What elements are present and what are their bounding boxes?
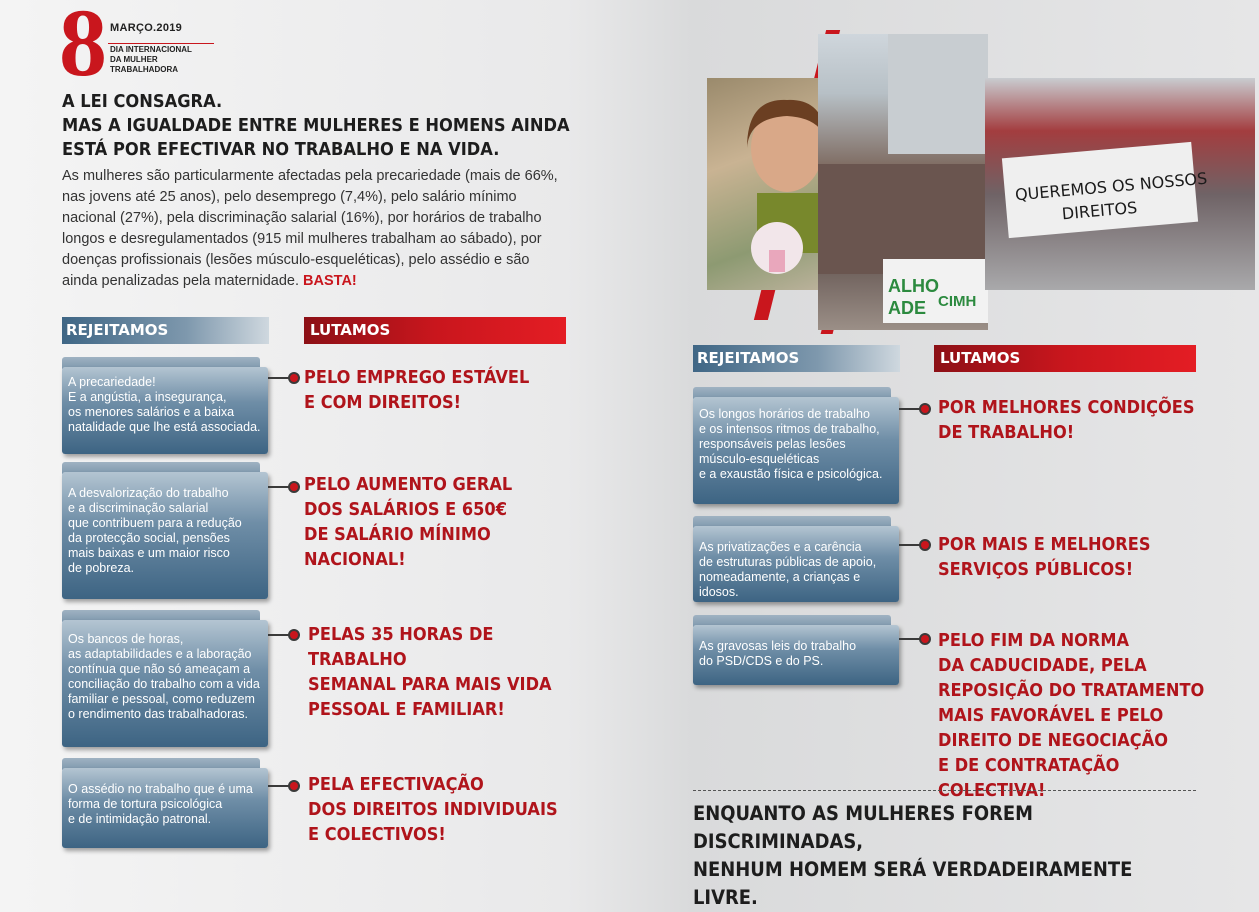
reject-text-line: de estruturas públicas de apoio,	[699, 555, 877, 569]
fight-slogan-line: PELO AUMENTO GERAL	[304, 474, 513, 495]
fight-slogan-line: REPOSIÇÃO DO TRATAMENTO	[938, 680, 1205, 701]
women-banner-illustration	[985, 78, 1255, 290]
fight-slogan	[308, 622, 578, 722]
reject-text-line: nomeadamente, a crianças e idosos.	[699, 570, 861, 599]
march-banner-logo: CIMH	[938, 293, 977, 310]
march-banner-text-2: ADE	[888, 298, 927, 318]
closing-statement: ENQUANTO AS MULHERES FOREM DISCRIMINADAS, NENHUM HOMEM SERÁ VERDADEIRAMENTE LIVRE.	[693, 802, 1133, 909]
logo-number: 8	[59, 0, 107, 96]
reject-text-line: de pobreza.	[68, 561, 135, 575]
reject-text-line: e a exaustão física e psicológica.	[699, 467, 883, 481]
header-rejeitamos-left: REJEITAMOS	[62, 317, 269, 344]
fight-slogan-line: POR MELHORES CONDIÇÕES	[938, 397, 1195, 418]
connector-dot	[919, 403, 931, 415]
reject-text-line: familiar e pessoal, como reduzem	[68, 692, 255, 706]
fight-slogan-line: PELA EFECTIVAÇÃO	[308, 774, 484, 795]
fight-slogan	[308, 772, 578, 847]
fight-slogan-line: DA CADUCIDADE, PELA	[938, 655, 1147, 676]
banner-text-line-2: DIREITOS	[1061, 197, 1138, 224]
logo-divider	[108, 43, 214, 44]
fight-slogan-line: E COLECTIVOS!	[308, 824, 446, 845]
intro-paragraph: As mulheres são particularmente afectadas pela precariedade (mais de 66%, nas jovens até 25 anos), pelo desemprego (7,4%), pelo salário mínimo nacional (27%), pela discriminação salarial (16%), por horários de trabalho longos e desregulamentados (915 mil mulheres trabalham ao sábado), por doenças profissionais (lesões músculo-esqueléticas), pelo assédio e são ainda penalizadas pela maternidade. BASTA!	[62, 168, 558, 289]
reject-text-line: as adaptabilidades e a laboração	[68, 647, 252, 661]
connector-dot	[288, 481, 300, 493]
reject-text-line: Os longos horários de trabalho	[699, 407, 870, 421]
reject-text-line: e de intimidação patronal.	[68, 812, 212, 826]
reject-text-line: natalidade que lhe está associada.	[68, 420, 261, 434]
reject-text-line: responsáveis pelas lesões	[699, 437, 846, 451]
reject-text-line: os menores salários e a baixa	[68, 405, 235, 419]
reject-text-line: O assédio no trabalho que é uma	[68, 782, 253, 796]
reject-card	[693, 526, 899, 602]
logo-subtitle: DIA INTERNACIONAL DA MULHER TRABALHADORA	[110, 45, 192, 74]
fight-slogan-line: PELO EMPREGO ESTÁVEL	[304, 367, 530, 388]
reject-card	[62, 367, 268, 454]
reject-text-line: que contribuem para a redução	[68, 516, 242, 530]
fight-slogan-line: PESSOAL E FAMILIAR!	[308, 699, 505, 720]
photo-street-march	[818, 34, 988, 330]
fight-slogan-line: DOS SALÁRIOS E 650€	[304, 499, 507, 520]
connector-dot	[919, 539, 931, 551]
reject-text-line: As gravosas leis do trabalho	[699, 639, 857, 653]
fight-slogan-line: DOS DIREITOS INDIVIDUAIS	[308, 799, 558, 820]
reject-text-line: mais baixas e um maior risco	[68, 546, 230, 560]
fight-slogan-line: DIREITO DE NEGOCIAÇÃO	[938, 730, 1169, 751]
reject-text-line: As privatizações e a carência	[699, 540, 862, 554]
connector-dot	[288, 629, 300, 641]
reject-card	[62, 768, 268, 848]
closing-divider	[693, 790, 1196, 791]
fight-slogan-line: DE SALÁRIO MÍNIMO NACIONAL!	[304, 524, 491, 570]
reject-text-line: da protecção social, pensões	[68, 531, 230, 545]
reject-text-line: e a discriminação salarial	[68, 501, 209, 515]
connector-dot	[288, 372, 300, 384]
reject-text-line: e os intensos ritmos de trabalho,	[699, 422, 880, 436]
reject-card	[693, 625, 899, 685]
reject-text-line: músculo-esqueléticas	[699, 452, 820, 466]
connector-dot	[919, 633, 931, 645]
march-banner-text-1: ALHO	[888, 276, 939, 296]
fight-slogan-line: POR MAIS E MELHORES	[938, 534, 1151, 555]
reject-text-line: o rendimento das trabalhadoras.	[68, 707, 248, 721]
reject-text-line: E a angústia, a insegurança,	[68, 390, 227, 404]
photo-women-banner	[985, 78, 1255, 290]
reject-text-line: contínua que não só ameaçam a	[68, 662, 251, 676]
fight-slogan	[938, 395, 1208, 445]
header-rejeitamos-right: REJEITAMOS	[693, 345, 900, 372]
march-illustration	[818, 34, 988, 330]
reject-text-line: forma de tortura psicológica	[68, 797, 223, 811]
reject-card	[62, 620, 268, 747]
intro-emphasis: BASTA!	[303, 273, 357, 289]
connector-dot	[288, 780, 300, 792]
reject-card	[62, 472, 268, 599]
fight-slogan-line: MAIS FAVORÁVEL E PELO	[938, 705, 1164, 726]
fight-slogan-line: PELO FIM DA NORMA	[938, 630, 1130, 651]
reject-text-line: conciliação do trabalho com a vida	[68, 677, 260, 691]
reject-card	[693, 397, 899, 504]
fight-slogan-line: DE TRABALHO!	[938, 422, 1075, 443]
reject-text-line: Os bancos de horas,	[68, 632, 184, 646]
reject-text-line: A desvalorização do trabalho	[68, 486, 229, 500]
header-lutamos-left: LUTAMOS	[304, 317, 566, 344]
fight-slogan-line: PELAS 35 HORAS DE TRABALHO	[308, 624, 494, 670]
fight-slogan	[938, 628, 1208, 803]
fight-slogan-line: SEMANAL PARA MAIS VIDA	[308, 674, 552, 695]
fight-slogan	[304, 365, 574, 415]
reject-text-line: do PSD/CDS e do PS.	[699, 654, 824, 668]
headline: A LEI CONSAGRA. MAS A IGUALDADE ENTRE MULHERES E HOMENS AINDA ESTÁ POR EFECTIVAR NO TRABALHO E NA VIDA.	[62, 92, 570, 160]
fight-slogan	[304, 472, 574, 572]
fight-slogan	[938, 532, 1208, 582]
logo-date: MARÇO.2019	[110, 22, 183, 34]
header-lutamos-right: LUTAMOS	[934, 345, 1196, 372]
banner-text-line-1: QUEREMOS OS NOSSOS	[1014, 168, 1208, 205]
fight-slogan-line: SERVIÇOS PÚBLICOS!	[938, 559, 1134, 580]
fight-slogan-line: E COM DIREITOS!	[304, 392, 462, 413]
fight-slogan-line: E DE CONTRATAÇÃO COLECTIVA!	[938, 755, 1120, 801]
reject-text-line: A precariedade!	[68, 375, 156, 389]
